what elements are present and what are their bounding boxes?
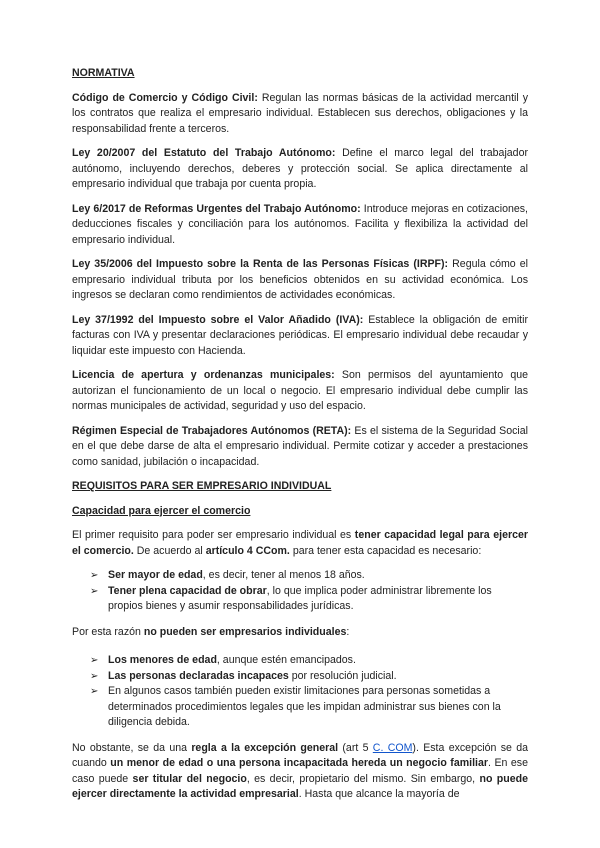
- normativa-item-text: Son permisos del ayuntamiento que autorizan el funcionamiento de un local o negocio. El empresario individual debe cumplir las normas municipales de actividad, seguridad y uso del espacio.: [72, 369, 528, 412]
- normativa-item-text: Regulan las normas básicas de la actividad mercantil y los contratos que realiza el empresario individual. Establecen sus derechos, obligaciones y la responsabilidad frente a terceros.: [72, 91, 528, 135]
- normativa-item: [72, 146, 528, 193]
- text-run: , lo que implica poder administrar libremente los propios bienes y asumir responsabilidades jurídicas.: [108, 584, 492, 612]
- bold-run: no pueden ser empresarios individuales: [143, 625, 347, 638]
- text-run: :: [346, 625, 350, 638]
- bold-run: Las personas declaradas incapaces: [108, 669, 289, 682]
- text-run: El primer requisito para poder ser empresario individual es: [72, 529, 355, 541]
- normativa-item-text: Regula cómo el empresario individual tributa por los beneficios obtenidos en su actividad económica. Los ingresos se declaran como rendimientos de actividades económicas.: [72, 258, 528, 301]
- normativa-item-text: Establece la obligación de emitir facturas con IVA y presentar declaraciones periódicas. El empresario individual debe recaudar y liquidar este impuesto con Hacienda.: [72, 313, 529, 357]
- normativa-item-title: Código de Comercio y Código Civil:: [72, 91, 258, 104]
- normativa-item: [72, 91, 528, 138]
- list-item: [90, 653, 528, 669]
- bold-run: Ser mayor de edad: [108, 569, 203, 581]
- bold-run: tener capacidad legal para ejercer el comercio.: [72, 529, 528, 557]
- normativa-item: [72, 202, 528, 249]
- normativa-item: [72, 368, 528, 415]
- text-run: No obstante, se da una: [72, 741, 192, 754]
- normativa-item: [72, 257, 528, 304]
- bold-run: artículo 4 CCom.: [205, 544, 290, 557]
- text-run: (art 5: [338, 741, 373, 754]
- text-run: . Hasta que alcance la mayoría de: [298, 788, 460, 800]
- arrow-bullet-icon: ➢: [90, 655, 99, 666]
- bold-run: no puede ejercer directamente la actividad empresarial: [72, 772, 528, 800]
- text-run: . En ese caso puede: [72, 757, 528, 785]
- text-run: En algunos casos también pueden existir limitaciones para personas sometidas a determinados procedimientos legales que les impidan administrar sus bienes con la diligencia debida.: [108, 685, 501, 728]
- bold-run: ser titular del negocio: [132, 772, 247, 785]
- normativa-item-title: Licencia de apertura y ordenanzas municipales:: [72, 369, 335, 381]
- normativa-item-title: Ley 35/2006 del Impuesto sobre la Renta de las Personas Físicas (IRPF):: [72, 258, 449, 270]
- text-run: por resolución judicial.: [288, 669, 397, 682]
- text-run: para tener esta capacidad es necesario:: [289, 544, 482, 557]
- text-run: , es decir, tener al menos 18 años.: [202, 569, 365, 581]
- list-item: [90, 684, 528, 731]
- bold-run: un menor de edad o una persona incapacitada hereda un negocio familiar: [110, 757, 488, 769]
- normativa-item-text: Es el sistema de la Seguridad Social en el que debe darse de alta el empresario individual. Permite cotizar y acceder a prestaciones como sanidad, jubilación o incapacidad.: [72, 424, 528, 468]
- arrow-bullet-icon: ➢: [90, 570, 99, 581]
- text-run: De acuerdo al: [133, 544, 206, 557]
- ccom-link[interactable]: C. COM: [372, 741, 413, 754]
- list-item: [90, 669, 528, 685]
- text-run: ). Esta excepción se da cuando: [72, 741, 528, 769]
- list-item: [90, 568, 528, 584]
- exclusions-list: [72, 653, 528, 731]
- arrow-bullet-icon: ➢: [90, 686, 99, 697]
- normativa-item-title: Régimen Especial de Trabajadores Autónomos (RETA):: [72, 424, 352, 437]
- arrow-bullet-icon: ➢: [90, 670, 99, 682]
- requirements-list: [72, 568, 528, 615]
- normativa-item: [72, 424, 528, 471]
- arrow-bullet-icon: ➢: [90, 585, 99, 597]
- subsection-heading: Capacidad para ejercer el comercio: [72, 504, 251, 517]
- bold-run: regla a la excepción general: [191, 741, 339, 754]
- text-run: , es decir, propietario del mismo. Sin embargo,: [246, 772, 480, 785]
- section-heading-requisitos: REQUISITOS PARA SER EMPRESARIO INDIVIDUAL: [72, 480, 332, 492]
- normativa-item-title: Ley 37/1992 del Impuesto sobre el Valor Añadido (IVA):: [72, 313, 364, 326]
- text-run: Por esta razón: [72, 625, 144, 638]
- bold-run: Los menores de edad: [108, 654, 217, 666]
- normativa-item-title: Ley 6/2017 de Reformas Urgentes del Trabajo Autónomo:: [72, 202, 361, 215]
- intro-paragraph: [72, 528, 528, 559]
- section-heading-normativa: NORMATIVA: [72, 67, 135, 79]
- list-item: [90, 584, 528, 615]
- text-run: , aunque estén emancipados.: [216, 654, 356, 666]
- normativa-item-title: Ley 20/2007 del Estatuto del Trabajo Autónomo:: [72, 147, 336, 159]
- normativa-item-text: Define el marco legal del trabajador autónomo, incluyendo derechos, deberes y protección social. Se aplica directamente al empresario individual que trabaja por cuenta propia.: [72, 147, 528, 190]
- closing-paragraph: [72, 741, 528, 803]
- reason-paragraph: [72, 625, 528, 641]
- normativa-item: [72, 313, 528, 360]
- bold-run: Tener plena capacidad de obrar: [108, 584, 267, 597]
- normativa-item-text: Introduce mejoras en cotizaciones, deducciones fiscales y conciliación para los autónomos. Facilita y flexibiliza la actividad del empresario individual.: [72, 202, 528, 246]
